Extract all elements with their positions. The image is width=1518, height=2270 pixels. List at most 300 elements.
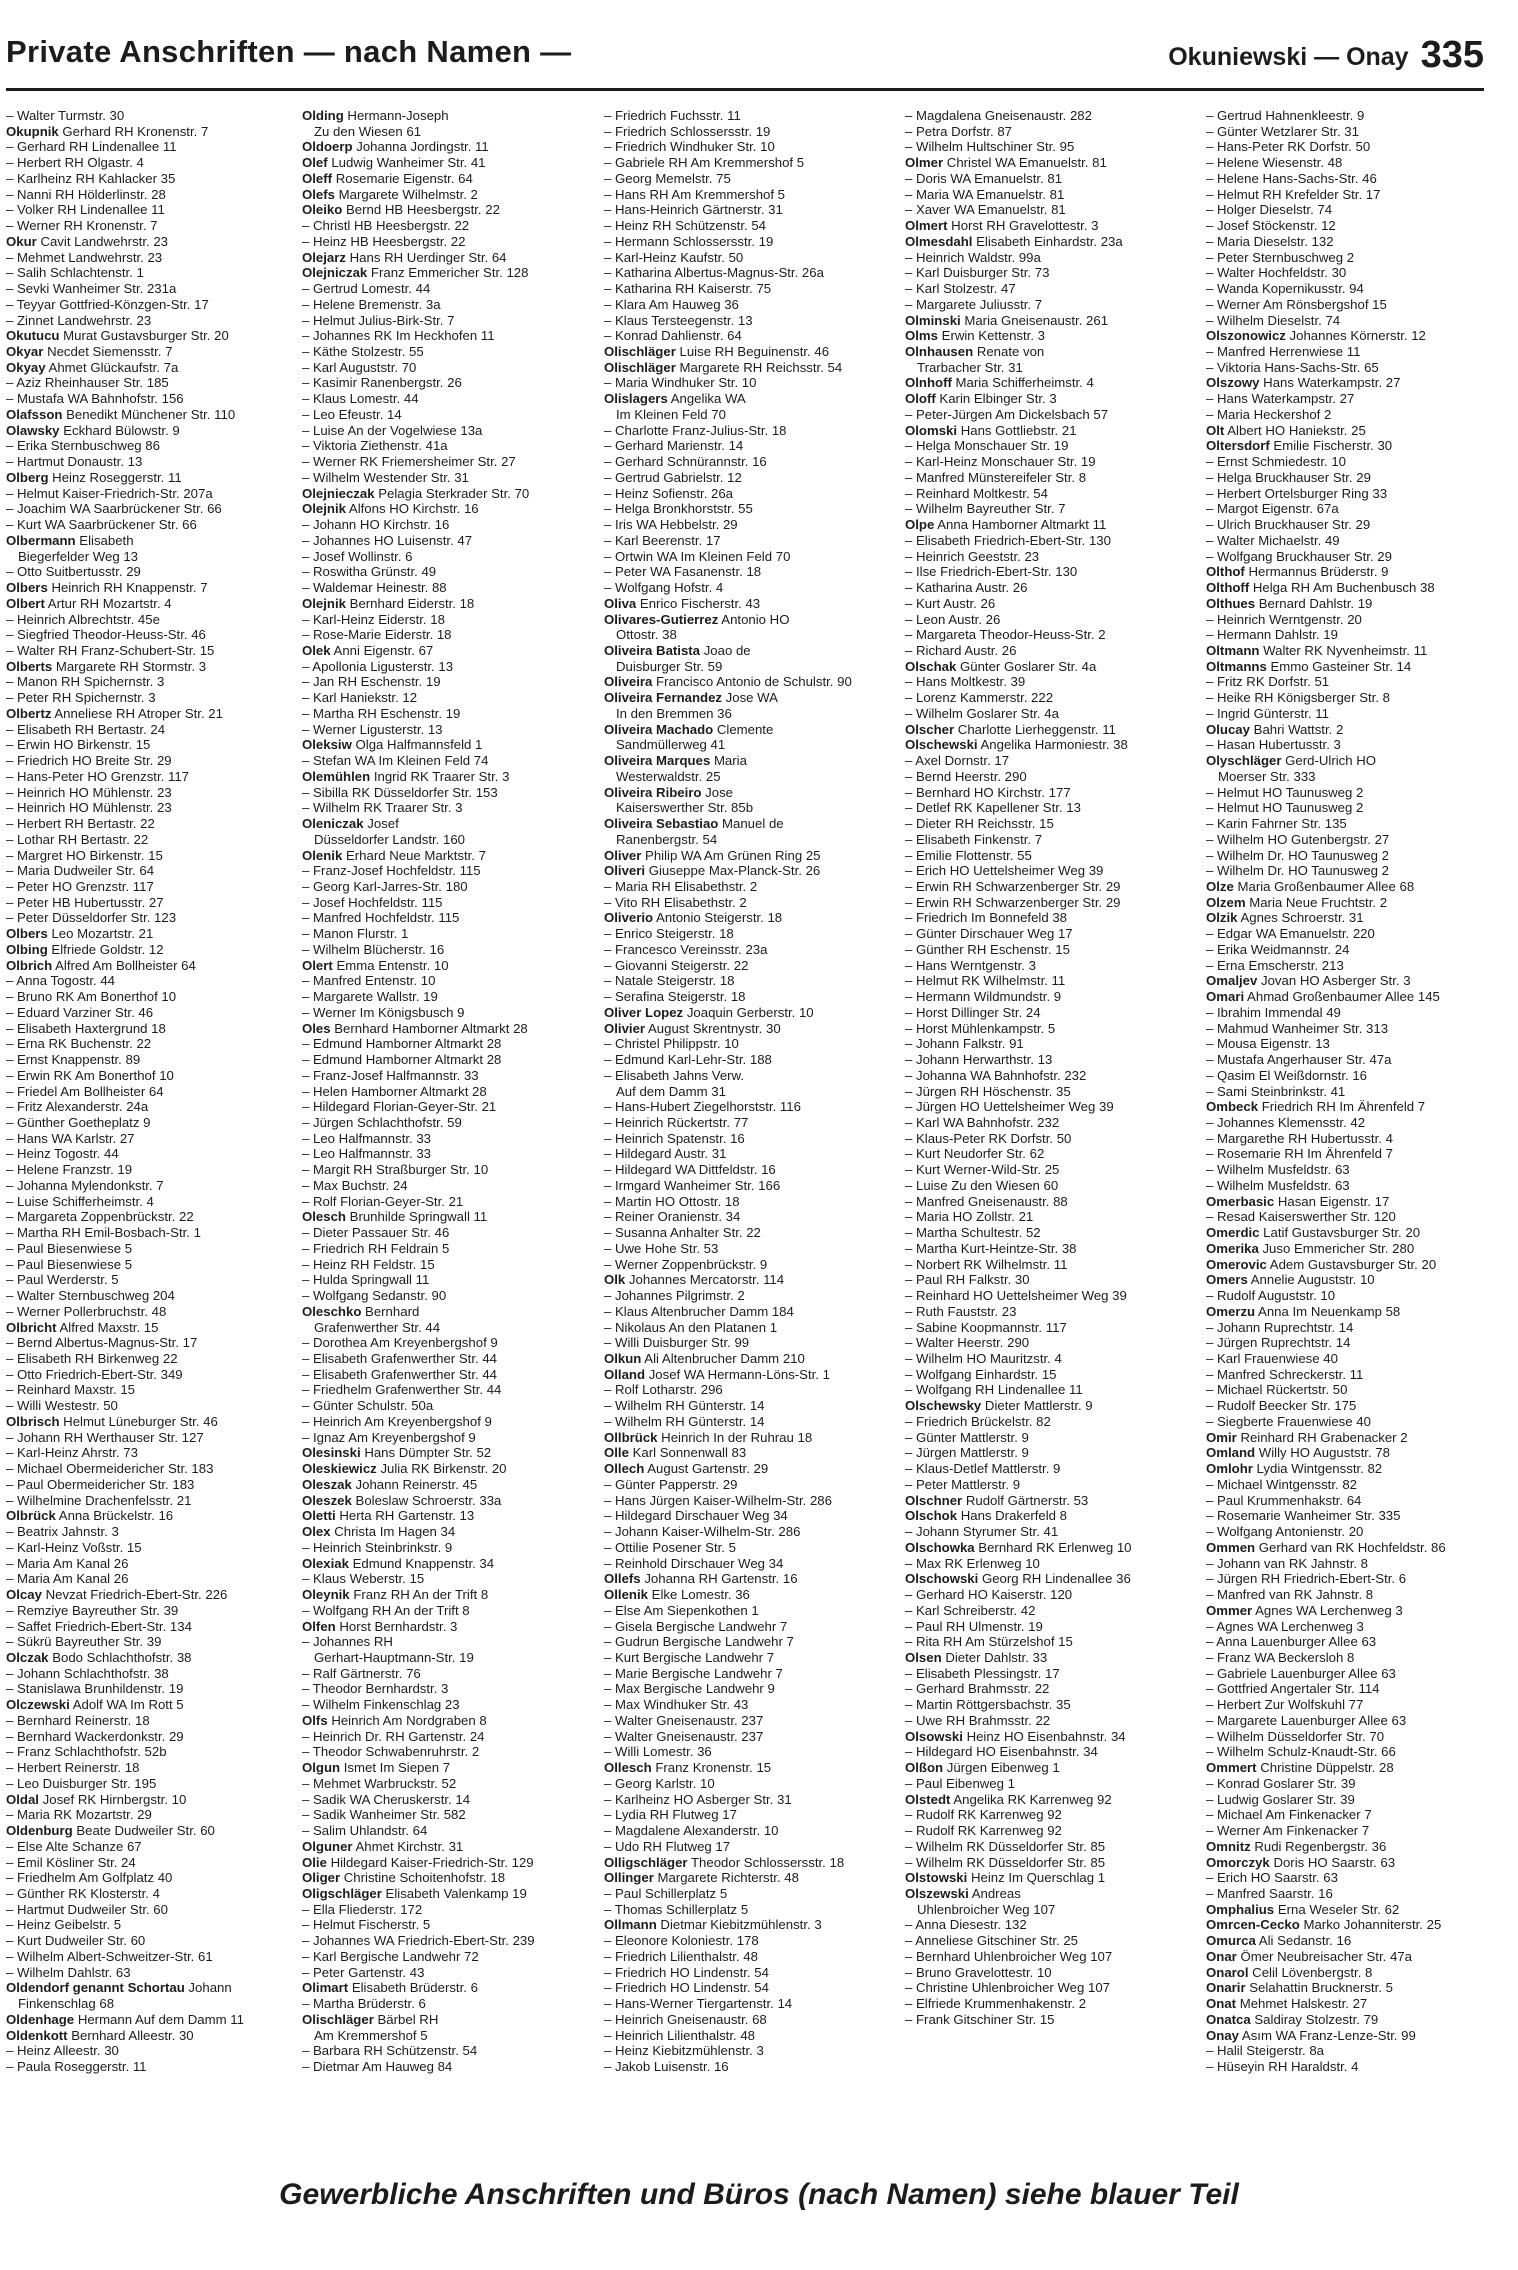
surname: Olafsson xyxy=(6,406,63,422)
entry-text: Gerhard RH Kronenstr. 7 xyxy=(58,123,209,139)
entry-text: – Friedrich HO Lindenstr. 54 xyxy=(604,1964,769,1980)
entry-text: Heinrich In der Ruhrau 18 xyxy=(657,1429,813,1445)
entry-text: – Anneliese Gitschiner Str. 25 xyxy=(905,1933,1079,1949)
entry-text: – Hans Jürgen Kaiser-Wilhelm-Str. 286 xyxy=(604,1492,832,1508)
directory-entry xyxy=(905,1744,1193,1760)
entry-text: – Johann Schlachthofstr. 38 xyxy=(6,1665,169,1681)
entry-text: – Maria WA Emanuelstr. 81 xyxy=(905,186,1065,202)
entry-text: – Heinrich Spatenstr. 16 xyxy=(604,1130,745,1146)
directory-entry xyxy=(302,958,590,974)
directory-entry xyxy=(6,1068,294,1084)
entry-text: – Hermann Wildmundstr. 9 xyxy=(905,989,1062,1005)
entry-text: – Johanna WA Bahnhofstr. 232 xyxy=(905,1067,1087,1083)
directory-entry xyxy=(1206,753,1494,769)
entry-text: – Franz Schlachthofstr. 52b xyxy=(6,1744,167,1760)
directory-entry xyxy=(302,108,590,124)
surname: Olek xyxy=(302,642,331,658)
entry-text: – Manfred Schreckerstr. 11 xyxy=(1206,1366,1364,1382)
directory-entry xyxy=(604,533,892,549)
surname: Oleiko xyxy=(302,202,343,218)
entry-text: – Helene Hans-Sachs-Str. 46 xyxy=(1206,170,1377,186)
entry-text: Angelika RK Karrenweg 92 xyxy=(950,1791,1112,1807)
entry-text: Renate von xyxy=(973,344,1045,360)
directory-entry xyxy=(1206,187,1494,203)
directory-entry xyxy=(302,1540,590,1556)
directory-entry xyxy=(1206,1571,1494,1587)
directory-entry xyxy=(302,1776,590,1792)
surname: Olbers xyxy=(6,926,48,942)
entry-text: – Manfred Saarstr. 16 xyxy=(1206,1885,1333,1901)
directory-entry xyxy=(905,1870,1193,1886)
directory-entry xyxy=(604,454,892,470)
directory-entry xyxy=(6,187,294,203)
surname: Olejnik xyxy=(302,595,346,611)
directory-entry xyxy=(604,1068,892,1084)
entry-text: – Erwin RH Schwarzenberger Str. 29 xyxy=(905,878,1121,894)
directory-entry xyxy=(6,1713,294,1729)
entry-text: – Gabriele Lauenburger Allee 63 xyxy=(1206,1665,1396,1681)
entry-text: Charlotte Lierheggenstr. 11 xyxy=(954,721,1116,737)
entry-text: Margarete RH Reichsstr. 54 xyxy=(675,359,843,375)
entry-text: – Paul RH Falkstr. 30 xyxy=(905,1272,1030,1288)
entry-text: – Max Bergische Landwehr 9 xyxy=(604,1681,775,1697)
directory-entry xyxy=(604,2059,892,2075)
entry-text: – Elisabeth RH Birkenweg 22 xyxy=(6,1351,178,1367)
entry-text: – Friedrich RH Feldrain 5 xyxy=(302,1240,450,1256)
directory-entry xyxy=(6,863,294,879)
entry-text: – Richard Austr. 26 xyxy=(905,642,1017,658)
entry-text: Dietmar Kiebitzmühlenstr. 3 xyxy=(656,1917,822,1933)
entry-text: – Wilhelmine Drachenfelsstr. 21 xyxy=(6,1492,192,1508)
directory-entry xyxy=(1206,1461,1494,1477)
entry-text: – Kurt Neudorfer Str. 62 xyxy=(905,1146,1045,1162)
directory-entry xyxy=(1206,454,1494,470)
directory-entry xyxy=(1206,596,1494,612)
entry-text: – Mehmet Warbruckstr. 52 xyxy=(302,1775,457,1791)
directory-entry xyxy=(6,1965,294,1981)
directory-entry xyxy=(6,139,294,155)
directory-entry xyxy=(604,549,892,565)
entry-text: Antonio Steigerstr. 18 xyxy=(653,910,783,926)
entry-text: Margarete Wilhelmstr. 2 xyxy=(334,186,478,202)
entry-text: – Sadik WA Cheruskerstr. 14 xyxy=(302,1791,471,1807)
directory-entry xyxy=(302,706,590,722)
directory-entry xyxy=(604,1131,892,1147)
directory-entry xyxy=(604,580,892,596)
directory-entry xyxy=(905,690,1193,706)
directory-entry xyxy=(6,627,294,643)
directory-entry xyxy=(302,313,590,329)
directory-entry xyxy=(1206,1320,1494,1336)
entry-text: – Kurt Dudweiler Str. 60 xyxy=(6,1933,146,1949)
entry-text: – Werner Am Finkenacker 7 xyxy=(1206,1823,1370,1839)
entry-text: Hasan Eigenstr. 17 xyxy=(1274,1193,1390,1209)
directory-entry xyxy=(302,863,590,879)
entry-text: – Helga Monschauer Str. 19 xyxy=(905,438,1069,454)
directory-entry xyxy=(604,1792,892,1808)
entry-text: – Axel Dornstr. 17 xyxy=(905,753,1010,769)
column-5 xyxy=(1206,108,1494,2163)
entry-text: – Siegfried Theodor-Heuss-Str. 46 xyxy=(6,627,206,643)
entry-text: – Karl-Heinz Voßstr. 15 xyxy=(6,1539,142,1555)
entry-text: – Erwin HO Birkenstr. 15 xyxy=(6,737,151,753)
directory-entry xyxy=(6,155,294,171)
entry-text: – Willi Duisburger Str. 99 xyxy=(604,1335,750,1351)
directory-entry xyxy=(6,1084,294,1100)
entry-text: – Wilhelm Musfeldstr. 63 xyxy=(1206,1162,1350,1178)
directory-entry xyxy=(1206,1760,1494,1776)
surname: Olberg xyxy=(6,469,49,485)
directory-entry xyxy=(6,1556,294,1572)
directory-entry xyxy=(302,265,590,281)
entry-text: – Friedhelm Grafenwerther Str. 44 xyxy=(302,1382,502,1398)
directory-entry xyxy=(6,297,294,313)
entry-text: – Lydia RH Flutweg 17 xyxy=(604,1807,737,1823)
directory-entry xyxy=(6,910,294,926)
directory-entry xyxy=(302,1052,590,1068)
entry-text: – Ottilie Posener Str. 5 xyxy=(604,1539,736,1555)
surname: Olschewsky xyxy=(905,1398,982,1414)
directory-entry xyxy=(1206,1886,1494,1902)
directory-entry xyxy=(604,124,892,140)
surname: Onat xyxy=(1206,1996,1237,2012)
surname: Oliger xyxy=(302,1870,341,1886)
entry-text: – Wilhelm HO Mauritzstr. 4 xyxy=(905,1351,1062,1367)
entry-text: – Karl-Heinz Monschauer Str. 19 xyxy=(905,454,1096,470)
surname: Olligschläger xyxy=(604,1854,688,1870)
entry-text: – Josef Stöckenstr. 12 xyxy=(1206,218,1336,234)
section-title: Private Anschriften — nach Namen — xyxy=(6,34,572,69)
directory-entry xyxy=(1206,1524,1494,1540)
directory-entry xyxy=(1206,910,1494,926)
entry-text: – Heinz HB Heesbergstr. 22 xyxy=(302,233,466,249)
entry-text: – Norbert RK Wilhelmstr. 11 xyxy=(905,1256,1068,1272)
entry-text: – Günther RK Klosterstr. 4 xyxy=(6,1885,160,1901)
entry-text: Anna Brückelstr. 16 xyxy=(55,1508,174,1524)
entry-text: – Rosemarie Wanheimer Str. 335 xyxy=(1206,1508,1401,1524)
directory-entry xyxy=(604,627,892,643)
page-number: 335 xyxy=(1420,34,1484,76)
directory-entry xyxy=(1206,1855,1494,1871)
entry-text: – Günter Wetzlarer Str. 31 xyxy=(1206,123,1359,139)
surname: Oleff xyxy=(302,170,333,186)
directory-entry xyxy=(302,1933,590,1949)
surname: Olschowski xyxy=(905,1571,979,1587)
entry-text: – Kasimir Ranenbergstr. 26 xyxy=(302,375,462,391)
entry-text: Alfons HO Kirchstr. 16 xyxy=(345,501,479,517)
directory-entry xyxy=(302,1351,590,1367)
directory-entry xyxy=(302,627,590,643)
directory-entry xyxy=(604,800,892,816)
entry-text: Leo Mozartstr. 21 xyxy=(47,926,154,942)
entry-text: – Hartmut Dudweiler Str. 60 xyxy=(6,1901,168,1917)
entry-text: Elke Lomestr. 36 xyxy=(647,1587,750,1603)
entry-text: – Rudolf Beecker Str. 175 xyxy=(1206,1398,1357,1414)
surname: Olfs xyxy=(302,1712,328,1728)
surname: Olbermann xyxy=(6,532,76,548)
entry-text: Luise RH Beguinenstr. 46 xyxy=(675,344,830,360)
directory-entry xyxy=(1206,1996,1494,2012)
surname: Olsen xyxy=(905,1649,942,1665)
directory-entry xyxy=(905,1115,1193,1131)
surname: Olfen xyxy=(302,1618,336,1634)
directory-entry xyxy=(302,1980,590,1996)
surname: Oleksiw xyxy=(302,737,352,753)
surname: Olejnieczak xyxy=(302,485,375,501)
entry-text: – Manfred Herrenwiese 11 xyxy=(1206,344,1361,360)
entry-text: – Friedhelm Am Golfplatz 40 xyxy=(6,1870,173,1886)
directory-entry xyxy=(1206,1902,1494,1918)
directory-entry xyxy=(1206,360,1494,376)
entry-text: Latif Gustavsburger Str. 20 xyxy=(1259,1225,1421,1241)
entry-text: Christa Im Hagen 34 xyxy=(330,1524,456,1540)
directory-entry xyxy=(604,517,892,533)
directory-entry xyxy=(905,1681,1193,1697)
entry-text: – Walter Gneisenaustr. 237 xyxy=(604,1712,764,1728)
entry-text: Artur RH Mozartstr. 4 xyxy=(44,595,172,611)
entry-text: Cavit Landwehrstr. 23 xyxy=(36,233,168,249)
entry-text: – Erwin RK Am Bonerthof 10 xyxy=(6,1067,174,1083)
entry-text: – Viktoria Hans-Sachs-Str. 65 xyxy=(1206,359,1379,375)
directory-entry xyxy=(302,234,590,250)
directory-entry xyxy=(302,1870,590,1886)
entry-text: Erna Weseler Str. 62 xyxy=(1274,1901,1400,1917)
entry-text: Maria xyxy=(710,753,747,769)
directory-entry xyxy=(302,470,590,486)
entry-text: – Bernhard HO Kirchstr. 177 xyxy=(905,784,1071,800)
entry-text: Elisabeth Brüderstr. 6 xyxy=(348,1980,478,1996)
directory-entry xyxy=(1206,375,1494,391)
directory-entry xyxy=(302,375,590,391)
directory-entry xyxy=(905,832,1193,848)
entry-text: – Wilhelm Bayreuther Str. 7 xyxy=(905,501,1066,517)
directory-entry xyxy=(302,202,590,218)
entry-text: – Saffet Friedrich-Ebert-Str. 134 xyxy=(6,1618,192,1634)
directory-entry xyxy=(302,2059,590,2075)
surname: Oliver Lopez xyxy=(604,1004,684,1020)
entry-text: – Friedrich Schlossersstr. 19 xyxy=(604,123,771,139)
directory-entry xyxy=(1206,863,1494,879)
entry-text: – Rose-Marie Eiderstr. 18 xyxy=(302,627,452,643)
directory-entry xyxy=(604,612,892,628)
entry-text: – Johann RH Werthauser Str. 127 xyxy=(6,1429,204,1445)
directory-entry xyxy=(6,973,294,989)
entry-text: Im Kleinen Feld 70 xyxy=(616,406,726,422)
surname: Omir xyxy=(1206,1429,1237,1445)
directory-entry xyxy=(1206,1445,1494,1461)
surname: Olex xyxy=(302,1524,331,1540)
entry-text: Helmut Lüneburger Str. 46 xyxy=(59,1413,218,1429)
entry-text: – Elisabeth Plessingstr. 17 xyxy=(905,1665,1060,1681)
entry-text: Rosemarie Eigenstr. 64 xyxy=(332,170,473,186)
directory-entry xyxy=(302,1508,590,1524)
directory-entry xyxy=(302,1209,590,1225)
entry-text: Olga Halfmannsfeld 1 xyxy=(351,737,483,753)
entry-text: Brunhilde Springwall 11 xyxy=(345,1209,488,1225)
surname: Olbing xyxy=(6,941,48,957)
directory-entry xyxy=(6,1729,294,1745)
entry-text: – Karl-Heinz Ahrstr. 73 xyxy=(6,1445,138,1461)
directory-entry xyxy=(1206,139,1494,155)
surname: Olie xyxy=(302,1854,327,1870)
surname: Onar xyxy=(1206,1948,1237,1964)
entry-text: – Martha Kurt-Heintze-Str. 38 xyxy=(905,1240,1077,1256)
surname: Olislagers xyxy=(604,391,668,407)
entry-text: – Erika Weidmannstr. 24 xyxy=(1206,941,1350,957)
entry-text: Bernard Dahlstr. 19 xyxy=(1255,595,1373,611)
column-1 xyxy=(6,108,294,2163)
surname: Olthoff xyxy=(1206,580,1250,596)
entry-text: Ottostr. 38 xyxy=(616,627,677,643)
directory-entry xyxy=(905,1005,1193,1021)
directory-entry xyxy=(6,438,294,454)
directory-entry xyxy=(6,470,294,486)
directory-entry xyxy=(302,1272,590,1288)
entry-text: – Margret HO Birkenstr. 15 xyxy=(6,847,163,863)
directory-entry xyxy=(1206,1540,1494,1556)
header-rule xyxy=(6,88,1484,91)
entry-text: – Jürgen Mattlerstr. 9 xyxy=(905,1445,1029,1461)
entry-text: – Rolf Florian-Geyer-Str. 21 xyxy=(302,1193,464,1209)
directory-entry xyxy=(1206,501,1494,517)
entry-text: – Elisabeth Grafenwerther Str. 44 xyxy=(302,1366,497,1382)
directory-entry xyxy=(1206,2043,1494,2059)
directory-entry xyxy=(1206,1304,1494,1320)
directory-entry xyxy=(6,1886,294,1902)
surname: Ollinger xyxy=(604,1870,654,1886)
entry-text: Pelagia Sterkrader Str. 70 xyxy=(374,485,530,501)
directory-entry xyxy=(302,2043,590,2059)
directory-entry xyxy=(604,375,892,391)
surname: Omurca xyxy=(1206,1933,1256,1949)
directory-entry xyxy=(302,124,590,140)
entry-text: – Käthe Stolzestr. 55 xyxy=(302,344,424,360)
directory-entry xyxy=(6,1398,294,1414)
directory-entry xyxy=(1206,297,1494,313)
directory-entry xyxy=(1206,1288,1494,1304)
directory-entry xyxy=(302,517,590,533)
directory-entry xyxy=(604,1398,892,1414)
directory-entry xyxy=(302,1666,590,1682)
directory-entry xyxy=(1206,1335,1494,1351)
entry-text: – Hans-Werner Tiergartenstr. 14 xyxy=(604,1996,793,2012)
directory-entry xyxy=(604,1272,892,1288)
entry-text: – Hüseyin RH Haraldstr. 4 xyxy=(1206,2059,1359,2075)
entry-text: – Ulrich Bruckhauser Str. 29 xyxy=(1206,517,1371,533)
entry-text: – Paul Werderstr. 5 xyxy=(6,1272,119,1288)
directory-entry xyxy=(905,1320,1193,1336)
entry-text: – Klaus Tersteegenstr. 13 xyxy=(604,312,753,328)
entry-text: Asım WA Franz-Lenze-Str. 99 xyxy=(1238,2027,1416,2043)
entry-text: Maria Gneisenaustr. 261 xyxy=(960,312,1109,328)
directory-entry xyxy=(6,879,294,895)
surname: Olstowski xyxy=(905,1870,968,1886)
directory-entry xyxy=(604,202,892,218)
entry-text: Boleslaw Schroerstr. 33a xyxy=(351,1492,502,1508)
entry-text: Doris HO Saarstr. 63 xyxy=(1269,1854,1396,1870)
directory-entry xyxy=(1206,265,1494,281)
surname: Olszewski xyxy=(905,1885,969,1901)
entry-text: – Georg Karl-Jarres-Str. 180 xyxy=(302,878,468,894)
entry-text: – Werner RH Kronenstr. 7 xyxy=(6,218,158,234)
directory-entry xyxy=(604,407,892,423)
directory-entry xyxy=(905,1131,1193,1147)
entry-text: – Willi Lomestr. 36 xyxy=(604,1744,712,1760)
entry-text: – Magdalene Alexanderstr. 10 xyxy=(604,1823,779,1839)
directory-entry xyxy=(302,328,590,344)
directory-entry xyxy=(6,1807,294,1823)
surname: Olefs xyxy=(302,186,335,202)
directory-entry xyxy=(905,407,1193,423)
directory-entry xyxy=(6,580,294,596)
directory-entry xyxy=(905,1792,1193,1808)
surname: Okur xyxy=(6,233,37,249)
directory-entry xyxy=(6,250,294,266)
directory-entry xyxy=(604,1886,892,1902)
directory-entry xyxy=(6,1933,294,1949)
directory-entry xyxy=(6,1760,294,1776)
directory-entry xyxy=(6,1744,294,1760)
directory-entry xyxy=(604,1760,892,1776)
directory-entry xyxy=(604,1524,892,1540)
directory-entry xyxy=(905,1194,1193,1210)
directory-entry xyxy=(302,1524,590,1540)
directory-entry xyxy=(302,486,590,502)
entry-text: – Hans-Heinrich Gärtnerstr. 31 xyxy=(604,202,783,218)
directory-entry xyxy=(1206,533,1494,549)
directory-entry xyxy=(905,1414,1193,1430)
surname: Olmert xyxy=(905,218,948,234)
directory-entry xyxy=(905,549,1193,565)
directory-entry xyxy=(905,202,1193,218)
directory-entry xyxy=(6,1681,294,1697)
surname: Olbrich xyxy=(6,957,53,973)
directory-entry xyxy=(1206,171,1494,187)
directory-entry xyxy=(1206,627,1494,643)
entry-text: – Helmut Fischerstr. 5 xyxy=(302,1917,431,1933)
directory-entry xyxy=(604,1949,892,1965)
entry-text: Joaquin Gerberstr. 10 xyxy=(683,1004,814,1020)
entry-text: Anna Hamborner Altmarkt 11 xyxy=(934,517,1107,533)
entry-text: – Johannes RH xyxy=(302,1634,393,1650)
entry-text: – Günter Schulstr. 50a xyxy=(302,1398,434,1414)
entry-text: – Peter Mattlerstr. 9 xyxy=(905,1476,1021,1492)
directory-entry xyxy=(6,375,294,391)
directory-entry xyxy=(604,1744,892,1760)
entry-text: Emilie Fischerstr. 30 xyxy=(1269,438,1393,454)
directory-entry xyxy=(604,910,892,926)
directory-entry xyxy=(6,722,294,738)
entry-text: Christel WA Emanuelstr. 81 xyxy=(943,155,1107,171)
directory-entry xyxy=(6,690,294,706)
entry-text: – Eleonore Koloniestr. 178 xyxy=(604,1933,759,1949)
surname: Okutucu xyxy=(6,328,60,344)
directory-entry xyxy=(604,1666,892,1682)
surname: Olszonowicz xyxy=(1206,328,1286,344)
directory-entry xyxy=(302,769,590,785)
entry-text: – Doris WA Emanuelstr. 81 xyxy=(905,170,1063,186)
entry-text: – Edgar WA Emanuelstr. 220 xyxy=(1206,926,1375,942)
entry-text: Juso Emmericher Str. 280 xyxy=(1258,1240,1415,1256)
directory-entry xyxy=(302,1713,590,1729)
entry-text: – Hans Werntgenstr. 3 xyxy=(905,957,1036,973)
entry-text: – Walter Turmstr. 30 xyxy=(6,108,125,123)
directory-entry xyxy=(6,1823,294,1839)
directory-entry xyxy=(604,1178,892,1194)
directory-entry xyxy=(302,281,590,297)
entry-text: – Herbert RH Bertastr. 22 xyxy=(6,816,155,832)
entry-text: Beate Dudweiler Str. 60 xyxy=(72,1823,215,1839)
